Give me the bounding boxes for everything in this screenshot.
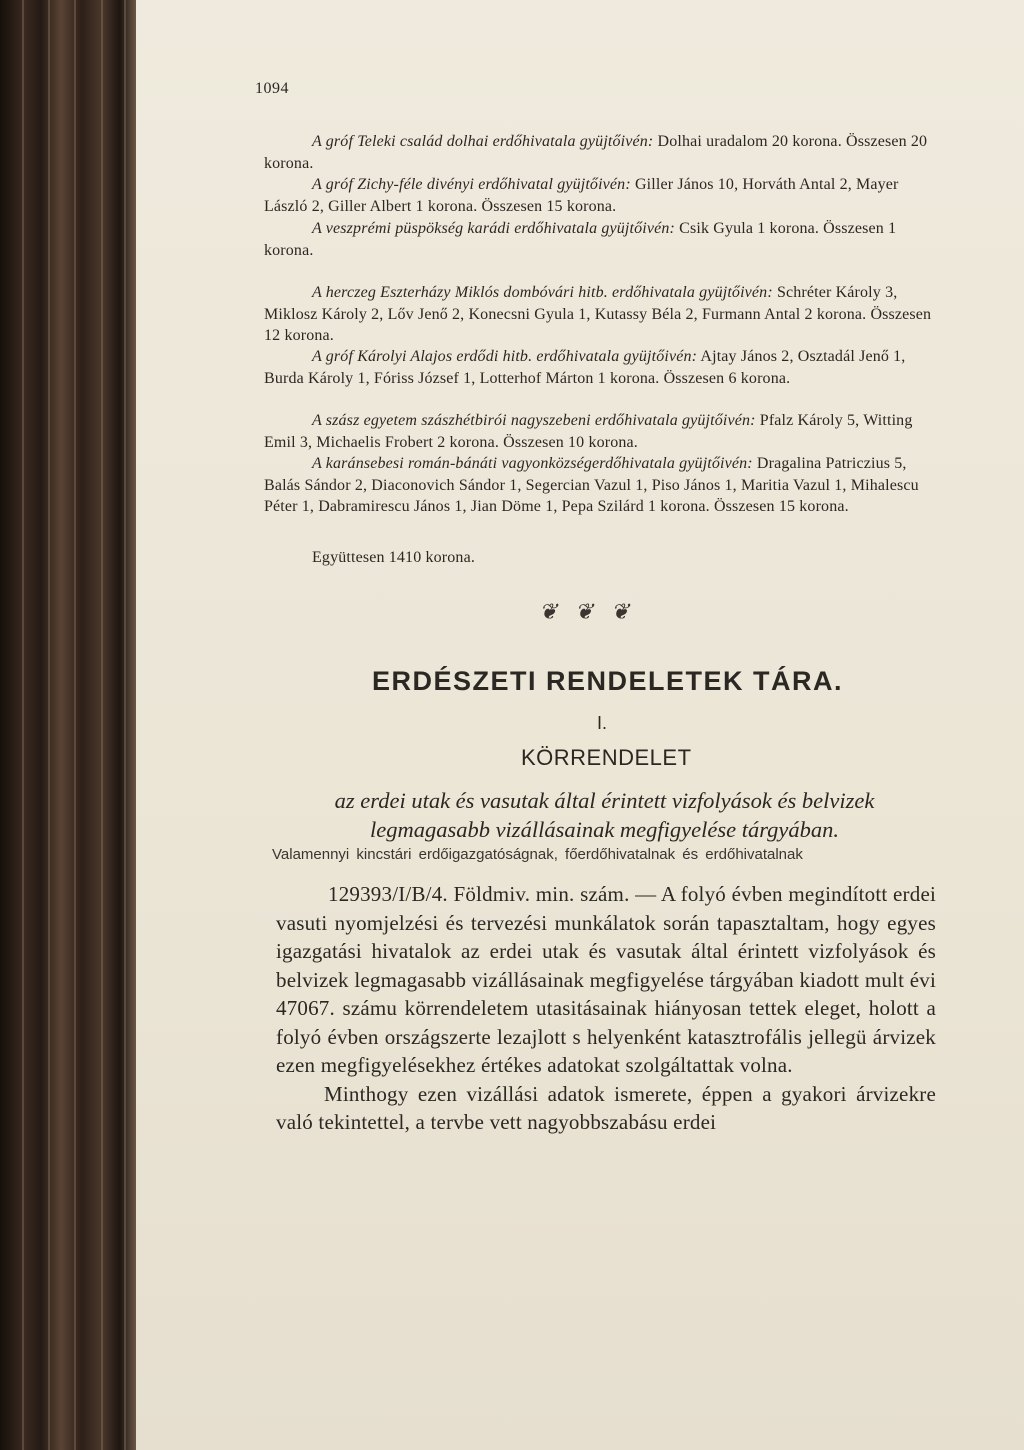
fund-label: A gróf Zichy-féle divényi erdőhivatal gyüjtőivén: <box>312 176 631 193</box>
fund-text: Dolhai uradalom 20 korona. Összesen 20 korona. <box>264 133 928 172</box>
fund-entry <box>264 131 936 174</box>
fund-text: Dragalina Patriczius 5, Balás Sándor 2, Diaconovich Sándor 1, Segercian Vazul 1, Piso János 1, Maritia Vazul 1, Mihalescu Péter 1, Dabramirescu János 1, Jian Döme 1, Pepa Szilárd 1 korona. Összesen 15 korona. <box>264 455 919 516</box>
body-paragraph: Minthogy ezen vizállási adatok ismerete, éppen a gyakori árvizekre való tekintettel, a tervbe vett nagyobbszabásu erdei <box>276 1081 936 1134</box>
fund-label: A gróf Teleki család dolhai erdőhivatala gyüjtőivén: <box>312 133 654 150</box>
body-paragraph: 129393/I/B/4. Földmiv. min. szám. — A folyó évben megindított erdei vasuti nyomjelzési és tervezési munkálatok során tapasztaltam, hogy egyes igazgatási hivatalok az erdei utak és vasutak által érintett vizfolyások és belvizek legmagasabb vizállásainak megfigyelése tárgyában kiadott mult évi 47067. számu körrendeletem utasitásainak hiányosan tettek eleget, holott a folyó évben országszerte lezajlott s helyenként katasztrofális jellegü árvizek ezen megfigyelésekhez értékes adatokat szolgáltattak volna. <box>276 882 936 1077</box>
fund-entry <box>264 410 936 453</box>
page-number: 1094 <box>255 80 289 97</box>
section-title: ERDÉSZETI RENDELETEK TÁRA. <box>372 666 844 696</box>
fund-label: A karánsebesi román-bánáti vagyonközségerdőhivatala gyüjtőivén: <box>312 455 753 472</box>
book-binding <box>0 0 136 1450</box>
section-number: I. <box>597 713 608 733</box>
fund-text: Pfalz Károly 5, Witting Emil 3, Michaelis Frobert 2 korona. Összesen 10 korona. <box>264 412 913 451</box>
total-line: Együttesen 1410 korona. <box>312 549 475 566</box>
fund-entry <box>264 453 936 518</box>
fund-label: A herczeg Eszterházy Miklós dombóvári hitb. erdőhivatala gyüjtőivén: <box>312 284 773 301</box>
fund-text: Schréter Károly 3, Miklosz Károly 2, Lőv Jenő 2, Konecsni Gyula 1, Kutassy Béla 2, Furmann Antal 2 korona. Összesen 12 korona. <box>264 284 932 345</box>
addressee-line: Valamennyi kincstári erdőigazgatóságnak, főerdőhivatalnak és erdőhivatalnak <box>272 846 803 863</box>
fund-entry <box>264 218 936 261</box>
fund-text: Ajtay János 2, Osztadál Jenő 1, Burda Károly 1, Fóriss József 1, Lotterhof Márton 1 korona. Összesen 6 korona. <box>264 348 906 387</box>
fund-text: Giller János 10, Horváth Antal 2, Mayer László 2, Giller Albert 1 korona. Összesen 15 korona. <box>264 176 899 215</box>
ornament-divider: ❦ ❦ ❦ <box>539 599 636 624</box>
fund-entry <box>264 346 936 389</box>
fund-label: A gróf Károlyi Alajos erdődi hitb. erdőhivatala gyüjtőivén: <box>312 348 698 365</box>
document-type: KÖRRENDELET <box>521 745 692 770</box>
fund-entry <box>264 174 936 217</box>
book-page <box>136 0 1024 1450</box>
decree-body <box>276 880 936 1137</box>
subject-line: az erdei utak és vasutak által érintett vizfolyások és belvizek legmagasabb vizállásainak megfigyelése tárgyában. <box>334 788 875 842</box>
fund-entry <box>264 282 936 347</box>
fund-text: Csik Gyula 1 korona. Összesen 1 korona. <box>264 220 897 259</box>
fund-label: A szász egyetem szászhétbirói nagyszebeni erdőhivatala gyüjtőivén: <box>312 412 756 429</box>
fund-label: A veszprémi püspökség karádi erdőhivatala gyüjtőivén: <box>312 220 675 237</box>
